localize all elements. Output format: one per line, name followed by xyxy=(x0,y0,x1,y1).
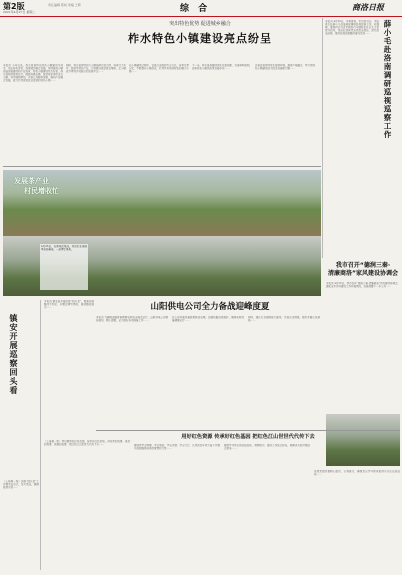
paper-name: 商洛日报 xyxy=(352,3,384,12)
meeting-title-line-1: 我市召开“德润三秦· xyxy=(335,262,391,269)
bottom-body-col-4: 各级党组织要精心组织，认真落实，确保党史学习教育取得实实在在的成效…… xyxy=(314,470,400,477)
inset-title-line-2: 村民增收忙 xyxy=(24,187,59,195)
left-vertical-title: 镇安开展巡察回头看 xyxy=(9,314,18,395)
power-body-col-2: 该公司开展设备隐患排查治理，加强线路巡视维护，确保电网设备健康运行…… xyxy=(172,316,244,323)
meeting-body: 本报讯 4月26日，我市召开“德润三秦·清廉商洛”家风建设协调会，通报全市家风建设工作开展情况，安排部署下一步工作…… xyxy=(326,282,400,289)
lead-body-col-2: 同时，柞水县持续加大小镇招商引资力度，培育壮大木耳、旅游等特色产业，引导群众就近就业增收，让小镇成为带动乡村振兴的重要平台…… xyxy=(66,64,126,74)
power-title: 山阳供电公司全力备战迎峰度夏 xyxy=(150,302,270,312)
section-title: 综 合 xyxy=(180,4,211,14)
bottom-body-col-2: 要坚持学史明理、学史增信、学史崇德、学史力行，从党的百年伟大奋斗历程中汲取继续前进的智慧和力量…… xyxy=(134,444,220,451)
lead-body-col-5: 该县还将持续优化营商环境，推进产城融合，努力把特色小镇建设成为经济发展新引擎…… xyxy=(255,64,315,71)
lead-body-col-3: 在小镇建设过程中，该县注重保护历史文化，传承乡愁记忆，不断提升小镇品位，打造具有地域特色的魅力小镇…… xyxy=(129,64,189,74)
power-body-col-1: 本报讯 为确保迎峰度夏期间电网安全稳定运行，山阳供电公司提前谋划、精心部署，全力做好各项准备工作…… xyxy=(96,316,168,323)
lead-title: 柞水特色小镇建设亮点纷呈 xyxy=(128,32,272,45)
side-story-body: 本报讯 4月26日，市委常委、市纪委书记、市监委主任薛小毛赴洛南县调研巡视巡察工作。他强调，要坚持以习近平新时代中国特色社会主义思想为指导，坚决扛起管党治党政治责任，深化政治巡察，推动巡视巡察整改落地见效…… xyxy=(325,20,379,36)
inset-title xyxy=(14,176,59,196)
meeting-title-line-2: 清廉商洛”家风建设协调会 xyxy=(328,270,398,277)
photo-caption: 4月26日，在商州区某地，村民们在茶园里采摘春茶，一派繁忙景象。 xyxy=(40,244,88,290)
page-number: 第2版 xyxy=(3,2,25,11)
divider xyxy=(96,430,400,431)
divider xyxy=(322,18,323,258)
power-story-header xyxy=(96,300,324,312)
meeting-photo xyxy=(326,414,400,466)
inset-title-line-1: 发展茶产业 xyxy=(14,177,49,185)
lead-kicker: 突出特色优势 促进城乡融合 xyxy=(169,21,231,27)
left-story-body: 本报讯 镇安县开展巡察“回头看”，聚焦巡察整改不到位、问题反弹等情况，推动整改落实…… xyxy=(44,300,94,310)
date-line: 2021年4月27日 星期二 xyxy=(3,10,36,14)
left-bottom-body: （上接第一版）巡察“回头看”工作要突出重点，压实责任，确保取得实效…… xyxy=(3,480,39,490)
divider xyxy=(3,166,321,167)
meeting-story-header xyxy=(326,262,400,278)
lead-story-header xyxy=(80,20,320,46)
header-meta: 责任编辑 陈杨 审稿 王辉 xyxy=(48,3,81,7)
side-vertical-title: 薛小毛赴洛南调研巡视巡察工作 xyxy=(383,20,392,139)
subhead-a: 用好红色资源 传承好红色基因 把红色江山世世代代传下去 xyxy=(181,434,315,440)
divider xyxy=(40,300,41,570)
bottom-body-col-1: （上接第一版）我们要用好红色资源，传承好红色基因，讲好党的故事、革命的故事、英雄的故事，把红色江山世世代代传下去…… xyxy=(44,440,130,447)
lead-body-col-4: 下一步，柞水县将继续深化改革创新，完善体制机制，加快特色小镇高质量发展步伐…… xyxy=(192,64,252,71)
power-body-col-3: 同时，强化应急保障能力建设，完善应急预案，组织开展应急演练…… xyxy=(248,316,320,323)
bottom-body-col-3: 要把学习党史同总结经验、观照现实、推动工作结合起来，同解决实际问题结合起来…… xyxy=(224,444,310,451)
masthead xyxy=(0,0,402,17)
lead-body-col-1: 本报讯 今年以来，柞水县坚持以特色小镇建设为抓手，突出特色优势，促进城乡融合发展，持续推进小镇基础设施建设和产业培育，特色小镇建设亮点纷呈。柞水县坚持规划先行，围绕凤凰古镇、营盘朱家湾等重点小镇，科学编制规划，完善公共服务设施，推动产业融合发展，着力打造宜居宜业宜游的特色小镇…… xyxy=(3,64,63,83)
